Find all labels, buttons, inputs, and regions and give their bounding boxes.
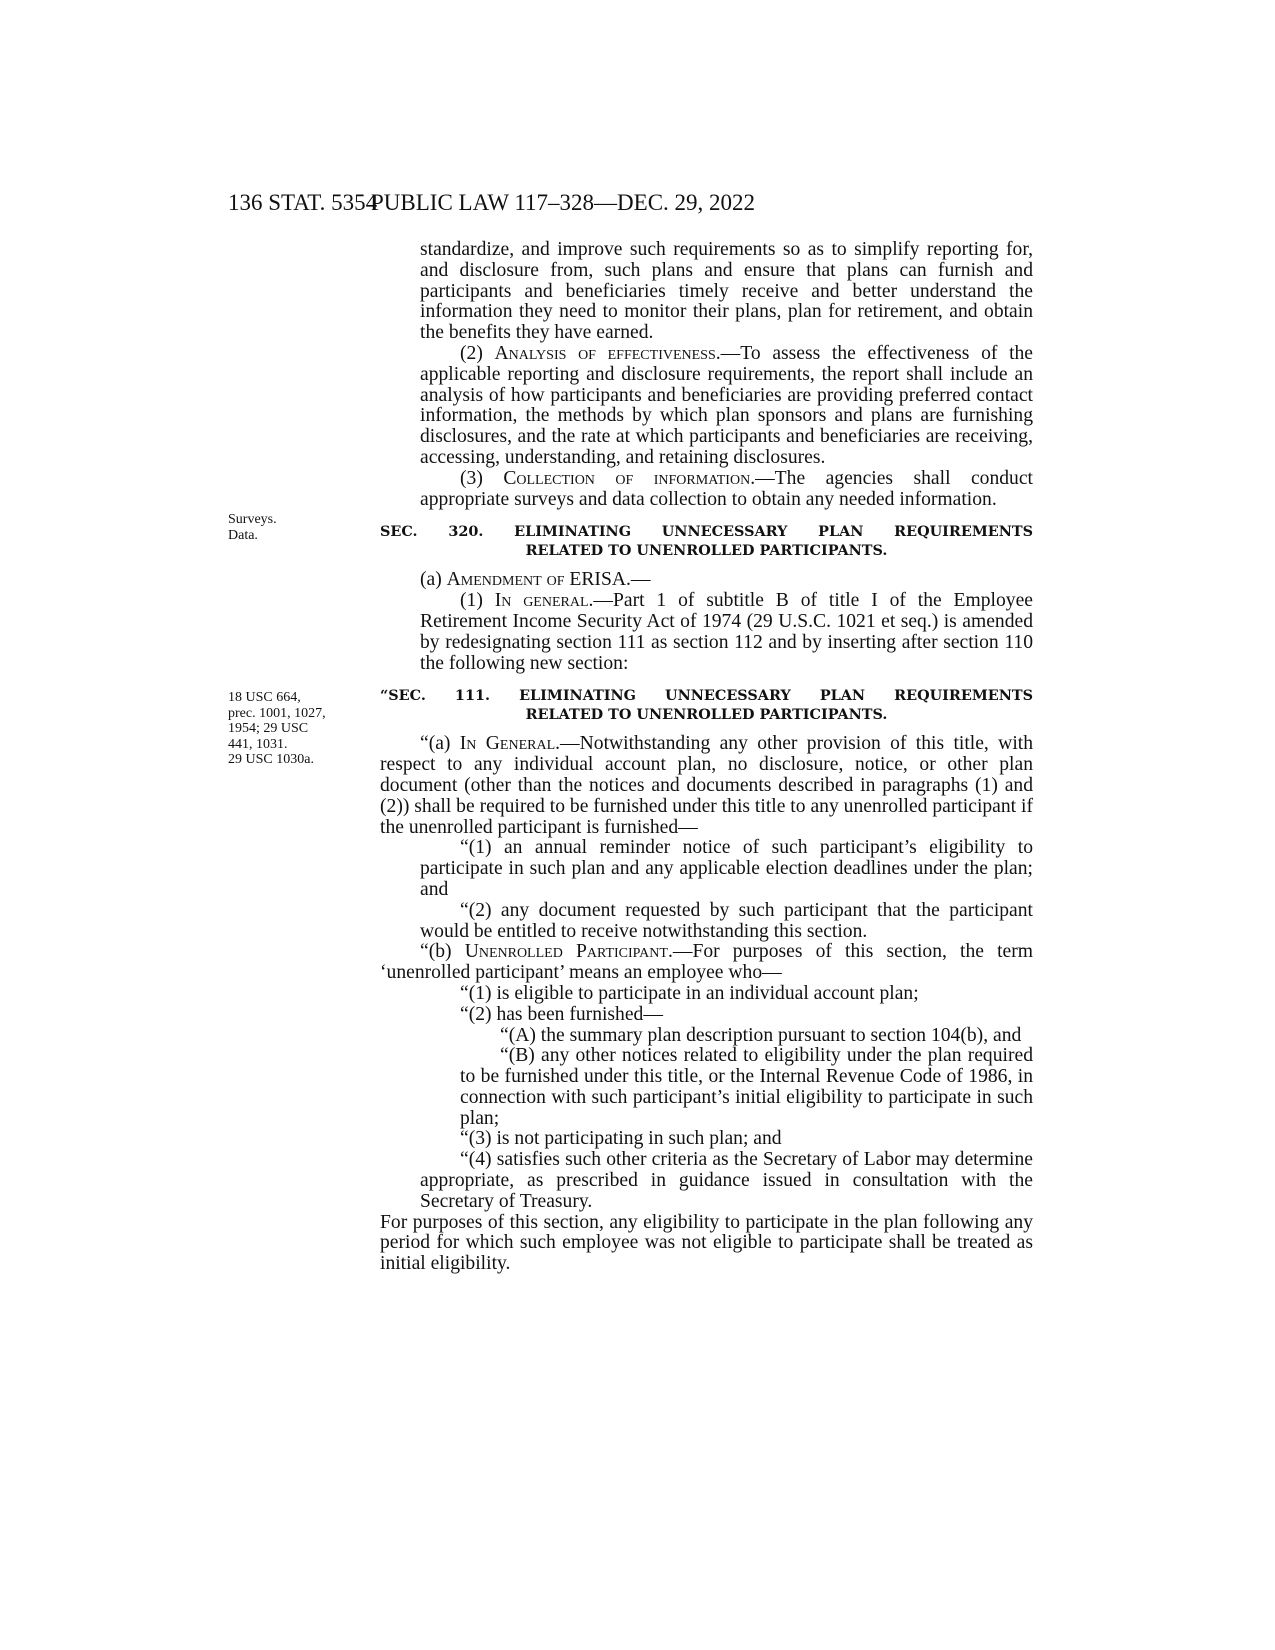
margin-note-line: Data. (228, 527, 258, 543)
paragraph-other-criteria: “(4) satisfies such other criteria as the Secretary of Labor may determine appropriate, as prescribed in guidance issued in consultation with the Secretary of Treasury. (420, 1149, 1033, 1212)
margin-note-line: 441, 1031. (228, 736, 288, 752)
paragraph-annual-reminder: “(1) an annual reminder notice of such participant’s eligibility to participate in such plan and any applicable election deadlines under the plan; and (420, 837, 1033, 900)
statute-body (380, 240, 1033, 1275)
paragraph-document-requested: “(2) any document requested by such participant that the participant would be entitled to receive notwithstanding this section. (420, 899, 1033, 942)
subsection-unenrolled-participant: “(b) Unenrolled Participant.—For purposes of this section, the term ‘unenrolled participant’ means an employee who— (380, 941, 1033, 984)
margin-note-line: prec. 1001, 1027, (228, 705, 326, 721)
page-header (228, 190, 1033, 220)
paragraph-has-been-furnished: “(2) has been furnished— (460, 1003, 663, 1025)
paragraph-in-general: (1) In general.—Part 1 of subtitle B of title I of the Employee Retirement Income Security Act of 1974 (29 U.S.C. 1021 et seq.) is amended by redesignating section 111 as section 112 and by inserting after section 110 the following new section: (420, 590, 1033, 674)
subsection-amendment-of-erisa: (a) Amendment of ERISA.— (420, 569, 651, 591)
section-320-heading: SEC. 320. ELIMINATING UNNECESSARY PLAN REQUIREMENTS RELATED TO UNENROLLED PARTICIPANTS. (380, 523, 1033, 560)
paragraph-analysis-of-effectiveness: (2) Analysis of effectiveness.—To assess the effectiveness of the applicable reporting and disclosure requirements, the report shall include an analysis of how participants and beneficiaries are providing preferred contact information, the methods by which plan sponsors and plans are furnishing disclosures, and the rate at which participants and beneficiaries are receiving, accessing, understanding, and retaining disclosures. (420, 342, 1034, 468)
margin-note-line: 1954; 29 USC (228, 721, 309, 736)
paragraph-not-participating: “(3) is not participating in such plan; and (460, 1128, 782, 1150)
margin-note-line: Surveys. (228, 512, 277, 527)
paragraph-continuation: standardize, and improve such requirements so as to simplify reporting for, and disclosure from, such plans and ensure that plans can furnish and participants and beneficiaries timely receive and better understand the information they need to monitor their plans, plan for retirement, and obtain the benefits they have earned. (420, 239, 1033, 344)
paragraph-eligible: “(1) is eligible to participate in an individual account plan; (460, 982, 919, 1004)
section-111-heading: “SEC. 111. ELIMINATING UNNECESSARY PLAN REQUIREMENTS RELATED TO UNENROLLED PARTICIPANTS. (380, 687, 1033, 724)
margin-note-line: 18 USC 664, (228, 690, 301, 705)
closing-paragraph: For purposes of this section, any eligibility to participate in the plan following any period for which such employee was not eligible to participate shall be treated as initial eligibility. (380, 1211, 1033, 1275)
subparagraph-summary-plan: “(A) the summary plan description pursuant to section 104(b), and (500, 1024, 1022, 1046)
stat-page-number: 136 STAT. 5354 (228, 190, 378, 215)
paragraph-collection-of-information: (3) Collection of information.—The agencies shall conduct appropriate surveys and data collection to obtain any needed information. (420, 467, 1033, 510)
margin-note-usc (228, 690, 368, 768)
margin-note-line: 29 USC 1030a. (228, 752, 314, 767)
subparagraph-other-notices: “(B) any other notices related to eligibility under the plan required to be furnished under this title, or the Internal Revenue Code of 1986, in connection with such participant’s initial eligibility to participate in such plan; (460, 1045, 1033, 1129)
margin-note-surveys (228, 512, 368, 543)
subsection-in-general: “(a) In General.—Notwithstanding any other provision of this title, with respect to any individual account plan, no disclosure, notice, or other plan document (other than the notices and documents described in paragraphs (1) and (2)) shall be required to be furnished under this title to any unenrolled participant if the unenrolled participant is furnished— (380, 733, 1033, 838)
public-law-title: PUBLIC LAW 117–328—DEC. 29, 2022 (371, 190, 756, 215)
